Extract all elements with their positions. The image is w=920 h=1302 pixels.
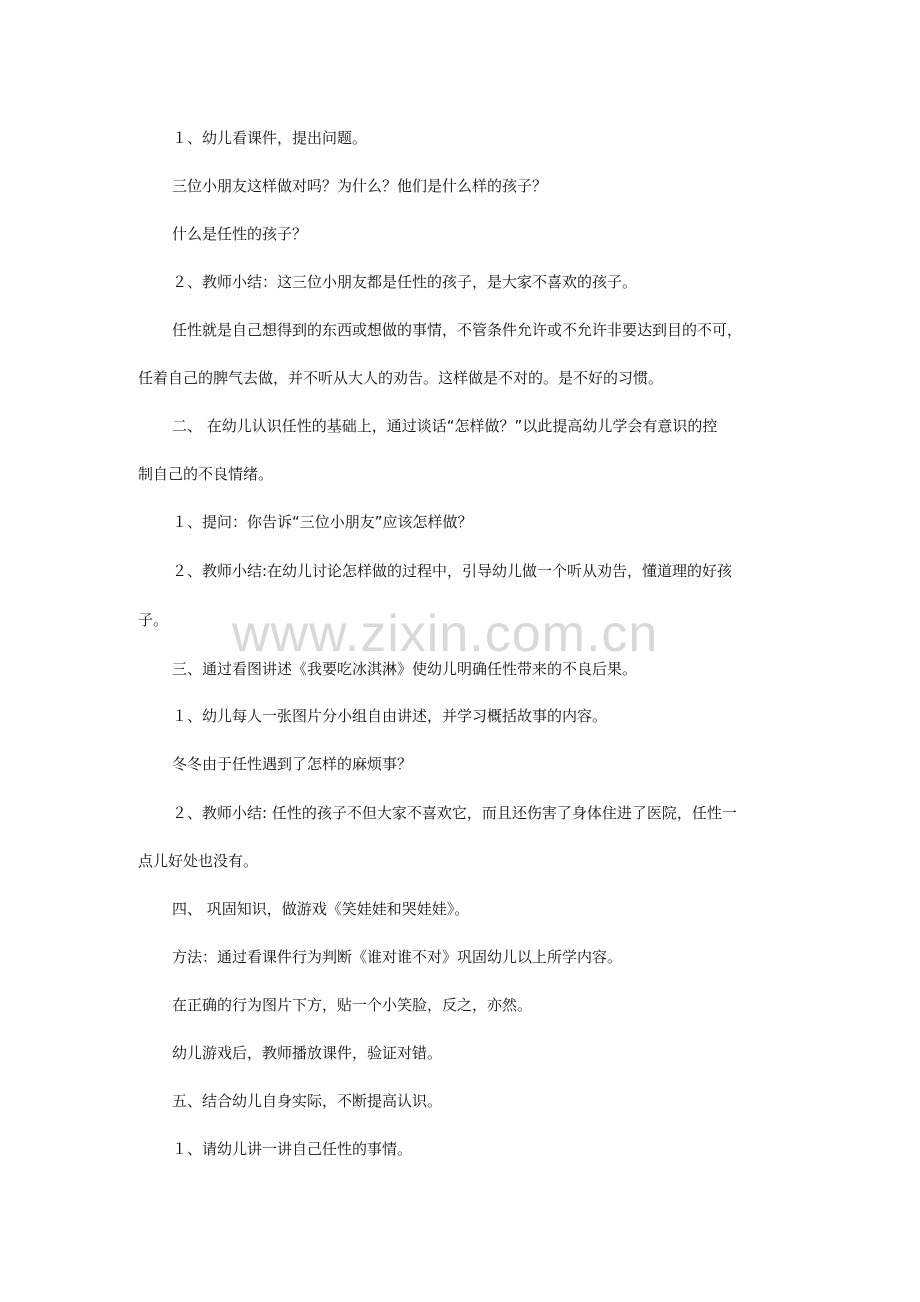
text-line: ２、教师小结:在幼儿讨论怎样做的过程中，引导幼儿做一个听从劝告，懂道理的好孩 xyxy=(172,562,733,580)
text-line: 四、 巩固知识，做游戏《笑娃娃和哭娃娃》。 xyxy=(172,900,470,918)
text-line: 在正确的行为图片下方，贴一个小笑脸，反之，亦然。 xyxy=(172,996,533,1014)
text-line: 什么是任性的孩子？ xyxy=(172,225,308,243)
text-line: １、请幼儿讲一讲自己任性的事情。 xyxy=(172,1140,413,1158)
text-line: 三位小朋友这样做对吗？为什么？他们是什么样的孩子？ xyxy=(172,177,548,195)
text-line: ２、教师小结：这三位小朋友都是任性的孩子，是大家不喜欢的孩子。 xyxy=(172,273,638,291)
text-line: 三、通过看图讲述《我要吃冰淇淋》使幼儿明确任性带来的不良后果。 xyxy=(172,660,638,678)
text-line: ２、教师小结: 任性的孩子不但大家不喜欢它，而且还伤害了身体住进了医院，任性一 xyxy=(172,804,737,822)
text-line: 子。 xyxy=(138,611,169,629)
text-line: １、幼儿每人一张图片分小组自由讲述，并学习概括故事的内容。 xyxy=(172,707,608,725)
watermark: www.zixin.com.cn xyxy=(232,605,659,663)
text-line: 二、 在幼儿认识任性的基础上，通过谈话“怎样做？”以此提高幼儿学会有意识的控 xyxy=(172,417,718,435)
text-line: 五、结合幼儿自身实际，不断提高认识。 xyxy=(172,1092,443,1110)
text-line: 点儿好处也没有。 xyxy=(138,852,259,870)
text-line: １、幼儿看课件，提出问题。 xyxy=(172,129,368,147)
text-line: 冬冬由于任性遇到了怎样的麻烦事？ xyxy=(172,755,413,773)
text-line: 方法：通过看课件行为判断《谁对谁不对》巩固幼儿以上所学内容。 xyxy=(172,948,623,966)
text-line: 制自己的不良情绪。 xyxy=(138,465,274,483)
text-line: 任着自己的脾气去做，并不听从大人的劝告。这样做是不对的。是不好的习惯。 xyxy=(138,369,664,387)
text-line: 任性就是自己想得到的东西或想做的事情，不管条件允许或不允许非要达到目的不可， xyxy=(172,321,743,339)
text-line: １、提问：你告诉“三位小朋友”应该怎样做？ xyxy=(172,513,473,531)
text-line: 幼儿游戏后，教师播放课件，验证对错。 xyxy=(172,1044,443,1062)
